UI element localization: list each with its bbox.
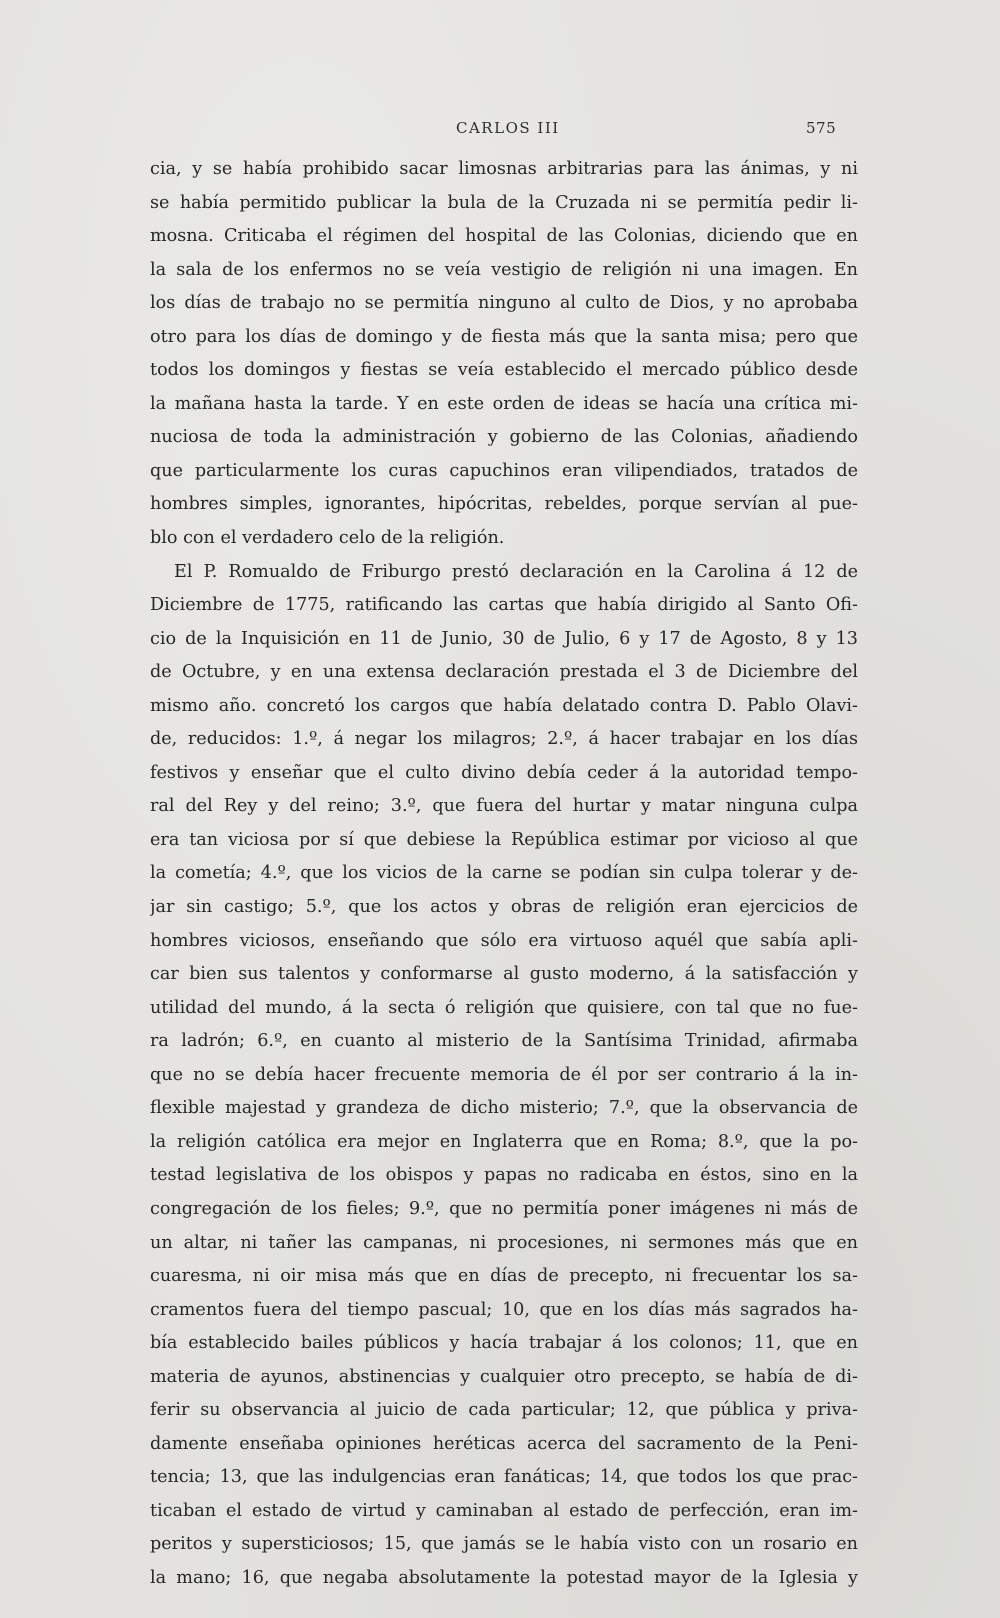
- text-line: la religión católica era mejor en Inglaterra que en Roma; 8.º, que la po-: [150, 1131, 858, 1152]
- text-line: de, reducidos: 1.º, á negar los milagros; 2.º, á hacer trabajar en los días: [150, 729, 858, 750]
- text-line: mosna. Criticaba el régimen del hospital de las Colonias, diciendo que en: [150, 226, 858, 247]
- text-line: bía establecido bailes públicos y hacía trabajar á los colonos; 11, que en: [150, 1333, 858, 1354]
- page-number: 575: [806, 119, 837, 137]
- text-line: cramentos fuera del tiempo pascual; 10, que en los días más sagrados ha-: [150, 1299, 858, 1320]
- text-line: ticaban el estado de virtud y caminaban al estado de perfección, eran im-: [150, 1500, 858, 1521]
- text-line: la sala de los enfermos no se veía vestigio de religión ni una imagen. En: [150, 259, 858, 280]
- text-line: cuaresma, ni oir misa más que en días de precepto, ni frecuentar los sa-: [150, 1266, 858, 1287]
- text-line: tencia; 13, que las indulgencias eran fanáticas; 14, que todos los que prac-: [150, 1467, 858, 1488]
- text-line: todos los domingos y fiestas se veía establecido el mercado público desde: [150, 360, 858, 381]
- text-line: cio de la Inquisición en 11 de Junio, 30 de Julio, 6 y 17 de Agosto, 8 y 13: [150, 628, 858, 649]
- text-line: la cometía; 4.º, que los vicios de la carne se podían sin culpa tolerar y de-: [150, 863, 858, 884]
- text-line: hombres viciosos, enseñando que sólo era virtuoso aquél que sabía apli-: [150, 930, 858, 951]
- text-line: un altar, ni tañer las campanas, ni procesiones, ni sermones más que en: [150, 1232, 858, 1253]
- text-line: la mañana hasta la tarde. Y en este orden de ideas se hacía una crítica mi-: [150, 393, 858, 414]
- text-line: hombres simples, ignorantes, hipócritas, rebeldes, porque servían al pue-: [150, 494, 858, 515]
- text-line: ra ladrón; 6.º, en cuanto al misterio de la Santísima Trinidad, afirmaba: [150, 1031, 858, 1052]
- text-line: de Octubre, y en una extensa declaración prestada el 3 de Diciembre del: [150, 662, 858, 683]
- text-line: otro para los días de domingo y de fiesta más que la santa misa; pero que: [150, 326, 858, 347]
- text-line: utilidad del mundo, á la secta ó religión que quisiere, con tal que no fue-: [150, 997, 858, 1018]
- text-line: que no se debía hacer frecuente memoria de él por ser contrario á la in-: [150, 1064, 858, 1085]
- text-line: cia, y se había prohibido sacar limosnas arbitrarias para las ánimas, y ni: [150, 159, 858, 179]
- paragraph-1: [150, 153, 858, 556]
- body-text: [150, 153, 858, 1596]
- running-title: CARLOS III: [456, 119, 560, 137]
- text-line: testad legislativa de los obispos y papas no radicaba en éstos, sino en la: [150, 1165, 858, 1186]
- text-line: El P. Romualdo de Friburgo prestó declaración en la Carolina á 12 de: [174, 561, 858, 582]
- text-line: materia de ayunos, abstinencias y cualquier otro precepto, se había de di-: [150, 1366, 858, 1387]
- text-line: jar sin castigo; 5.º, que los actos y obras de religión eran ejercicios de: [150, 897, 858, 918]
- paragraph-2: [150, 556, 858, 1596]
- text-line: los días de trabajo no se permitía ninguno al culto de Dios, y no aprobaba: [150, 293, 858, 314]
- text-line: ral del Rey y del reino; 3.º, que fuera del hurtar y matar ninguna culpa: [150, 796, 858, 817]
- text-line: se había permitido publicar la bula de la Cruzada ni se permitía pedir li-: [150, 192, 858, 213]
- text-line: nuciosa de toda la administración y gobierno de las Colonias, añadiendo: [150, 427, 858, 448]
- text-line: damente enseñaba opiniones heréticas acerca del sacramento de la Peni-: [150, 1433, 858, 1454]
- text-line: Diciembre de 1775, ratificando las cartas que había dirigido al Santo Ofi-: [150, 595, 858, 616]
- text-line: era tan viciosa por sí que debiese la República estimar por vicioso al que: [150, 829, 858, 850]
- text-line: flexible majestad y grandeza de dicho misterio; 7.º, que la observancia de: [150, 1098, 858, 1119]
- text-line: congregación de los fieles; 9.º, que no permitía poner imágenes ni más de: [150, 1198, 858, 1219]
- text-line: peritos y supersticiosos; 15, que jamás se le había visto con un rosario en: [150, 1534, 858, 1555]
- text-line: festivos y enseñar que el culto divino debía ceder á la autoridad tempo-: [150, 762, 858, 783]
- text-line: ferir su observancia al juicio de cada particular; 12, que pública y priva-: [150, 1400, 858, 1421]
- text-line: mismo año. concretó los cargos que había delatado contra D. Pablo Olavi-: [150, 695, 858, 716]
- text-line: car bien sus talentos y conformarse al gusto moderno, á la satisfacción y: [150, 964, 858, 985]
- text-line: que particularmente los curas capuchinos eran vilipendiados, tratados de: [150, 460, 858, 481]
- running-head: [0, 119, 1000, 145]
- text-line: blo con el verdadero celo de la religión.: [150, 528, 505, 549]
- text-line: la mano; 16, que negaba absolutamente la potestad mayor de la Iglesia y: [150, 1567, 858, 1588]
